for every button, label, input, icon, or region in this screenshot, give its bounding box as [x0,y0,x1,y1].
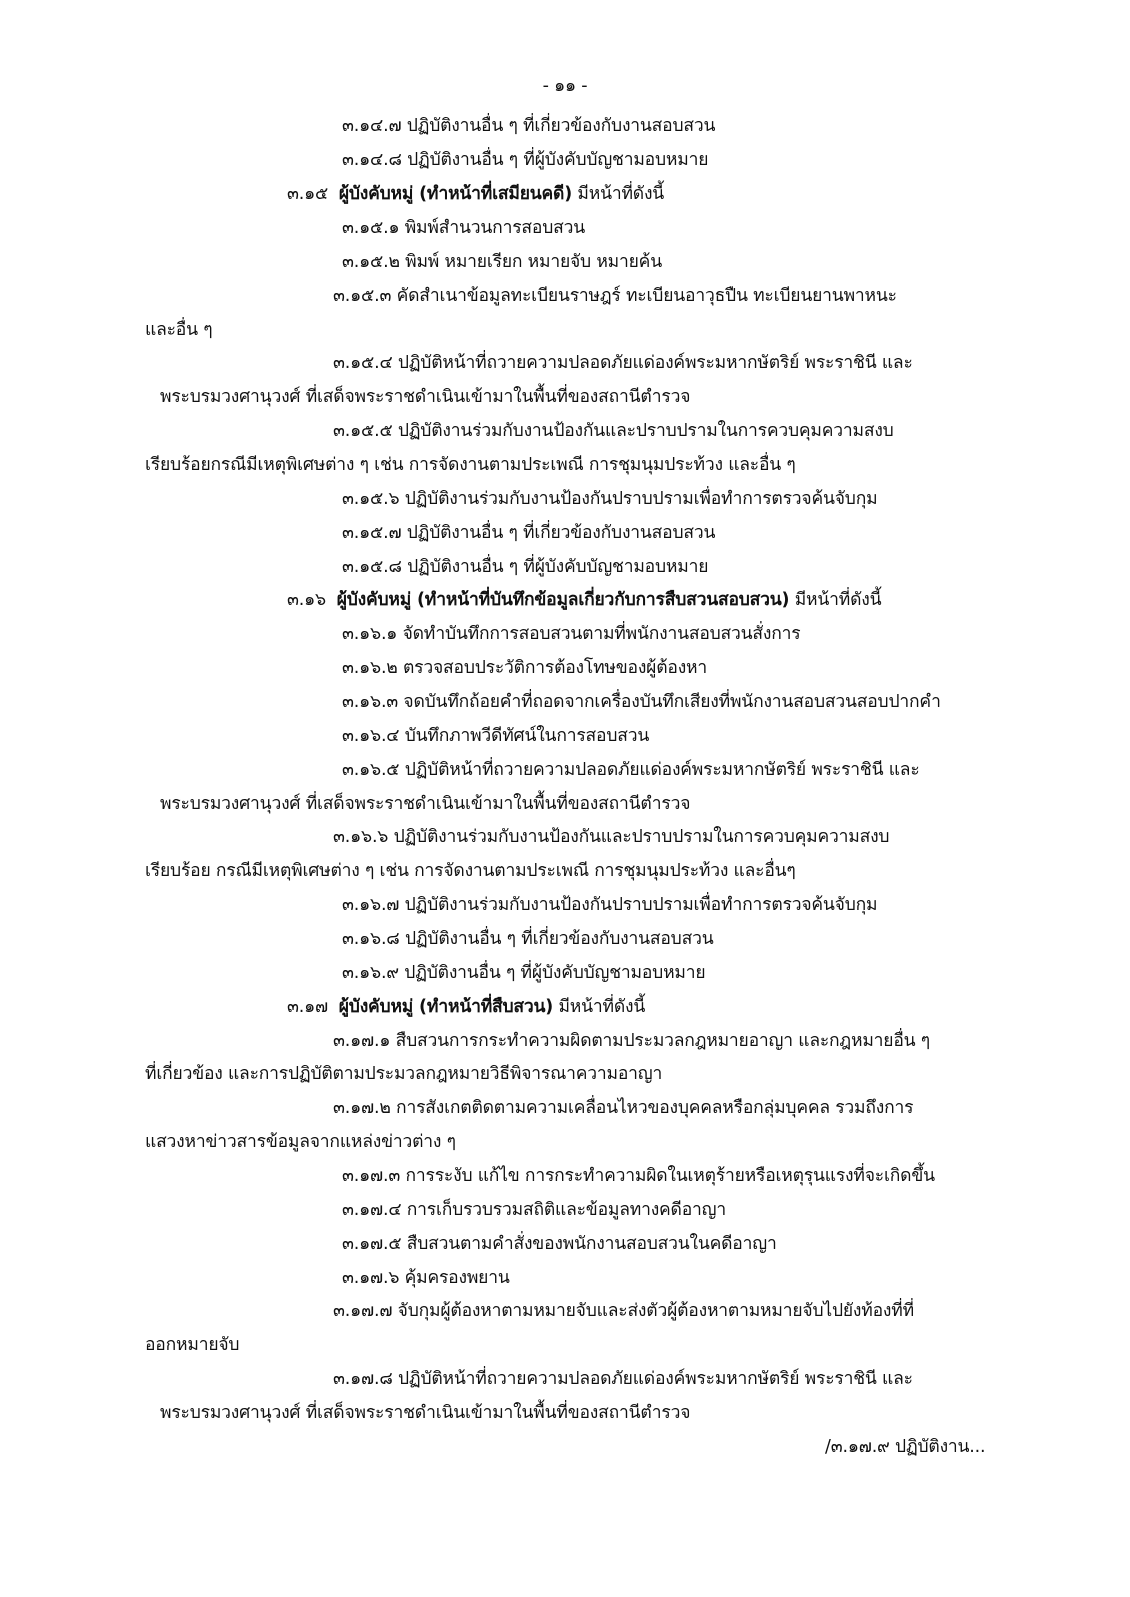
item-3-17-2: ๓.๑๗.๒ การสังเกตติดตามความเคลื่อนไหวของบุคคลหรือกลุ่มบุคคล รวมถึงการ [333,1098,914,1118]
item-3-15-4-cont: พระบรมวงศานุวงศ์ ที่เสด็จพระราชดำเนินเข้ามาในพื้นที่ของสถานีตำรวจ [160,387,691,407]
item-3-17-7-cont: ออกหมายจับ [145,1335,240,1355]
item-3-16-2: ๓.๑๖.๒ ตรวจสอบประวัติการต้องโทษของผู้ต้องหา [342,658,708,678]
item-3-15-4: ๓.๑๕.๔ ปฏิบัติหน้าที่ถวายความปลอดภัยแด่องค์พระมหากษัตริย์ พระราชินี และ [333,353,913,373]
item-3-17-1-cont: ที่เกี่ยวข้อง และการปฏิบัติตามประมวลกฎหมายวิธีพิจารณาความอาญา [145,1064,663,1084]
item-3-16-6-cont: เรียบร้อย กรณีมีเหตุพิเศษต่าง ๆ เช่น การจัดงานตามประเพณี การชุมนุมประท้วง และอื่นๆ [145,861,796,881]
section-number: ๓.๑๕ [287,184,329,204]
item-3-17-4: ๓.๑๗.๔ การเก็บรวบรวมสถิติและข้อมูลทางคดีอาญา [342,1200,726,1220]
item-3-16-9: ๓.๑๖.๙ ปฏิบัติงานอื่น ๆ ที่ผู้บังคับบัญชามอบหมาย [342,963,706,983]
item-3-15-5: ๓.๑๕.๕ ปฏิบัติงานร่วมกับงานป้องกันและปราบปรามในการควบคุมความสงบ [333,421,894,441]
page-number: - ๑๑ - [542,76,588,96]
item-3-17-3: ๓.๑๗.๓ การระงับ แก้ไข การกระทำความผิดในเหตุร้ายหรือเหตุรุนแรงที่จะเกิดขึ้น [342,1166,935,1186]
item-3-16-8: ๓.๑๖.๘ ปฏิบัติงานอื่น ๆ ที่เกี่ยวข้องกับงานสอบสวน [342,929,714,949]
item-3-15-3-cont: และอื่น ๆ [145,320,213,340]
item-3-16-4: ๓.๑๖.๔ บันทึกภาพวีดีทัศน์ในการสอบสวน [342,726,650,746]
item-3-14-8: ๓.๑๔.๘ ปฏิบัติงานอื่น ๆ ที่ผู้บังคับบัญชามอบหมาย [342,150,709,170]
item-3-15-2: ๓.๑๕.๒ พิมพ์ หมายเรียก หมายจับ หมายค้น [342,252,662,272]
continuation-note: /๓.๑๗.๙ ปฏิบัติงาน... [825,1437,986,1457]
item-3-15-7: ๓.๑๕.๗ ปฏิบัติงานอื่น ๆ ที่เกี่ยวข้องกับงานสอบสวน [342,523,716,543]
section-number: ๓.๑๗ [287,997,328,1017]
section-suffix: มีหน้าที่ดังนี้ [553,997,646,1017]
item-3-14-7: ๓.๑๔.๗ ปฏิบัติงานอื่น ๆ ที่เกี่ยวข้องกับงานสอบสวน [342,116,716,136]
section-title: ผู้บังคับหมู่ (ทำหน้าที่บันทึกข้อมูลเกี่ยวกับการสืบสวนสอบสวน) [336,590,790,610]
item-3-17-8: ๓.๑๗.๘ ปฏิบัติหน้าที่ถวายความปลอดภัยแด่องค์พระมหากษัตริย์ พระราชินี และ [333,1369,913,1389]
item-3-17-2-cont: แสวงหาข่าวสารข้อมูลจากแหล่งข่าวต่าง ๆ [145,1132,456,1152]
item-3-16-1: ๓.๑๖.๑ จัดทำบันทึกการสอบสวนตามที่พนักงานสอบสวนสั่งการ [342,624,801,644]
item-3-17-8-cont: พระบรมวงศานุวงศ์ ที่เสด็จพระราชดำเนินเข้ามาในพื้นที่ของสถานีตำรวจ [160,1403,691,1423]
item-3-17-1: ๓.๑๗.๑ สืบสวนการกระทำความผิดตามประมวลกฎหมายอาญา และกฎหมายอื่น ๆ [333,1031,930,1051]
section-suffix: มีหน้าที่ดังนี้ [789,590,882,610]
section-heading-3-17 [287,996,645,1018]
item-3-15-8: ๓.๑๕.๘ ปฏิบัติงานอื่น ๆ ที่ผู้บังคับบัญชามอบหมาย [342,557,709,577]
item-3-16-7: ๓.๑๖.๗ ปฏิบัติงานร่วมกับงานป้องกันปราบปรามเพื่อทำการตรวจค้นจับกุม [342,895,878,915]
item-3-15-6: ๓.๑๕.๖ ปฏิบัติงานร่วมกับงานป้องกันปราบปรามเพื่อทำการตรวจค้นจับกุม [342,489,878,509]
section-title: ผู้บังคับหมู่ (ทำหน้าที่เสมียนคดี) [338,184,573,204]
item-3-17-7: ๓.๑๗.๗ จับกุมผู้ต้องหาตามหมายจับและส่งตัวผู้ต้องหาตามหมายจับไปยังท้องที่ที่ [333,1301,914,1321]
item-3-16-3: ๓.๑๖.๓ จดบันทึกถ้อยคำที่ถอดจากเครื่องบันทึกเสียงที่พนักงานสอบสวนสอบปากคำ [342,692,941,712]
item-3-16-6: ๓.๑๖.๖ ปฏิบัติงานร่วมกับงานป้องกันและปราบปรามในการควบคุมความสงบ [333,827,890,847]
item-3-15-1: ๓.๑๕.๑ พิมพ์สำนวนการสอบสวน [342,218,585,238]
section-number: ๓.๑๖ [287,590,326,610]
item-3-15-3: ๓.๑๕.๓ คัดสำเนาข้อมูลทะเบียนราษฎร์ ทะเบียนอาวุธปืน ทะเบียนยานพาหนะ [333,286,897,306]
section-heading-3-16 [287,589,881,611]
section-suffix: มีหน้าที่ดังนี้ [572,184,665,204]
item-3-16-5-cont: พระบรมวงศานุวงศ์ ที่เสด็จพระราชดำเนินเข้ามาในพื้นที่ของสถานีตำรวจ [160,794,691,814]
item-3-15-5-cont: เรียบร้อยกรณีมีเหตุพิเศษต่าง ๆ เช่น การจัดงานตามประเพณี การชุมนุมประท้วง และอื่น ๆ [145,455,796,475]
item-3-17-5: ๓.๑๗.๕ สืบสวนตามคำสั่งของพนักงานสอบสวนในคดีอาญา [342,1234,777,1254]
item-3-16-5: ๓.๑๖.๕ ปฏิบัติหน้าที่ถวายความปลอดภัยแด่องค์พระมหากษัตริย์ พระราชินี และ [342,760,920,780]
section-heading-3-15 [287,183,664,205]
section-title: ผู้บังคับหมู่ (ทำหน้าที่สืบสวน) [338,997,554,1017]
item-3-17-6: ๓.๑๗.๖ คุ้มครองพยาน [342,1268,510,1288]
